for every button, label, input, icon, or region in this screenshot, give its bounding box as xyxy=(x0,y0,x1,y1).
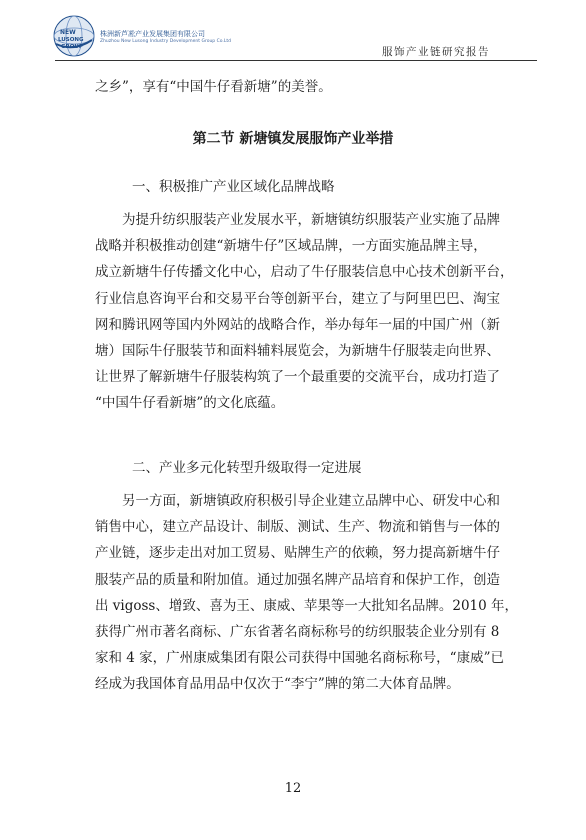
section-title: 第二节 新塘镇发展服饰产业举措 xyxy=(192,131,394,147)
company-name-en: Zhuzhou New Lusong Industry Development Group Co.Ltd xyxy=(100,39,231,44)
paragraph-line: 塘）国际牛仔服装节和面料辅料展览会，为新塘牛仔服装走向世界、 xyxy=(95,343,500,360)
subsection-heading-2: 二、产业多元化转型升级取得一定进展 xyxy=(132,460,362,476)
company-name-cn: 株洲新芦凇产业发展集团有限公司 xyxy=(100,30,205,38)
svg-text:NEW: NEW xyxy=(60,29,76,36)
paragraph-line: 获得广州市著名商标、广东省著名商标称号的纺织服装企业分别有 8 xyxy=(95,624,500,641)
paragraph-line: 网和腾讯网等国内外网站的战略合作，举办每年一届的中国广州（新 xyxy=(95,316,500,333)
svg-text:LUSONG: LUSONG xyxy=(58,37,84,43)
intro-line: 之乡”，享有“中国牛仔看新塘”的美誉。 xyxy=(95,79,332,95)
paragraph-line: 为提升纺织服装产业发展水平，新塘镇纺织服装产业实施了品牌 xyxy=(122,212,500,228)
paragraph-line: “中国牛仔看新塘”的文化底蕴。 xyxy=(95,395,285,412)
paragraph-line: 成立新塘牛仔传播文化中心，启动了牛仔服装信息中心技术创新平台， xyxy=(95,264,514,281)
paragraph-line: 让世界了解新塘牛仔服装构筑了一个最重要的交流平台，成功打造了 xyxy=(95,369,500,386)
subsection-heading-1: 一、积极推广产业区域化品牌战略 xyxy=(132,179,335,195)
svg-text:GROUP: GROUP xyxy=(61,44,83,50)
paragraph-line: 产业链，逐步走出对加工贸易、贴牌生产的依赖，努力提高新塘牛仔 xyxy=(95,545,500,562)
page-header xyxy=(0,0,586,62)
paragraph-1 xyxy=(95,207,535,417)
company-logo-icon xyxy=(52,14,96,58)
header-divider xyxy=(55,60,537,61)
company-name xyxy=(100,30,231,45)
paragraph-2 xyxy=(95,488,535,698)
paragraph-line: 家和 4 家，广州康威集团有限公司获得中国驰名商标称号，“康威”已 xyxy=(95,650,504,667)
paragraph-line: 出 vigoss、增致、喜为王、康威、苹果等一大批知名品牌。2010 年， xyxy=(95,597,519,614)
report-title: 服饰产业链研究报告 xyxy=(382,46,490,58)
paragraph-line: 服装产品的质量和附加值。通过加强名牌产品培育和保护工作，创造 xyxy=(95,571,500,588)
page-number: 12 xyxy=(284,781,302,796)
paragraph-line: 战略并积极推动创建“新塘牛仔”区域品牌，一方面实施品牌主导， xyxy=(95,238,487,255)
paragraph-line: 经成为我国体育品用品中仅次于“李宁”牌的第二大体育品牌。 xyxy=(95,676,460,693)
paragraph-line: 销售中心，建立产品设计、制版、测试、生产、物流和销售与一体的 xyxy=(95,519,500,536)
paragraph-line: 另一方面，新塘镇政府积极引导企业建立品牌中心、研发中心和 xyxy=(122,493,500,509)
paragraph-line: 行业信息咨询平台和交易平台等创新平台，建立了与阿里巴巴、淘宝 xyxy=(95,290,500,307)
